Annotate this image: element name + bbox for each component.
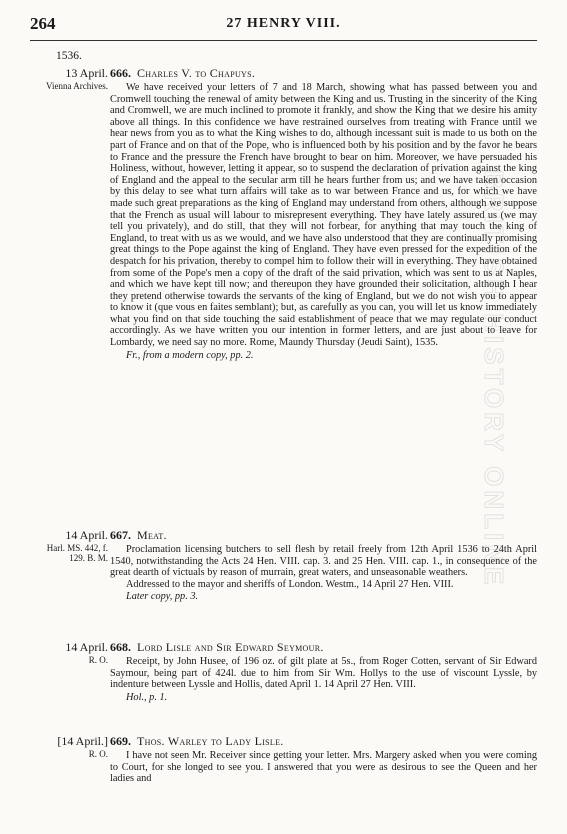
entry-number: 667. <box>110 528 131 542</box>
page-header <box>30 14 537 36</box>
entry-date: 14 April. <box>65 640 108 654</box>
entry-heading <box>110 66 537 80</box>
entry-paragraph: We have received your letters of 7 and 18 March, showing what has passed between you and Cromwell touching the renewal of amity between the King and us. Trusting in the sincerity of the King and Cromwell, we are much inclined to promote it frankly, and show the King that we desire his amity above all things. In this confidence we have restrained ourselves from treating with France until we hear news from you as to what the King wishes to do, although incessant suit is made to us both on the part of France and on that of the Pope, who is influenced both by his position and by the favor he bears to France and the pressure the French have brought to bear on him. Moreover, we have persuaded his Holiness, without, however, letting it appear, so to suspend the declaration of privation against the king of England and the appeal to the secular arm till he hears further from us; and we have taken occasion by this delay to see what turn affairs will take as to war between France and us, for which we have made such great preparations as the king of England may understand from others, although we suppose that the French as usual will labour to misrepresent everything. They have lately assured us (we may tell you privately), and do still, that they will not forbear, for anything that may touch the king of England, to treat with us as we would, and we have also understood that they are continually promising great things to the Pope against the king of England. They have even pressed for the expedition of the despatch for his privation, thereby to compel him to follow their will in everything. They have obtained from some of the Pope's men a copy of the draft of the said privation, which was sent to us at Naples, and which we have kept till now; and thereupon they have grounded their solicitation, although I hear they pretend otherwise towards the servants of the king of England, but we do not wish you to appear to know it (que vous en faites semblant); but, as carefully as you can, you will let us know immediately what you find on that side touching the said establishment of peace that we may regulate our conduct accordingly. As we have written you our intention in former letters, and are just about to leave for Lombardy, we need say no more. Rome, Maundy Thursday (Jeudi Saint), 1535. <box>110 82 537 349</box>
entry-date: 13 April. <box>65 66 108 80</box>
entry-source: R. O. <box>88 655 108 665</box>
entry-title: Thos. Warley to Lady Lisle. <box>137 734 284 748</box>
entry-number: 669. <box>110 734 131 748</box>
entry-note: Fr., from a modern copy, pp. 2. <box>126 349 254 361</box>
entry-note: Later copy, pp. 3. <box>126 591 199 603</box>
year-label: 1536. <box>56 50 82 62</box>
running-title: 27 HENRY VIII. <box>226 16 341 31</box>
entry-note: Hol., p. 1. <box>126 691 168 703</box>
watermark-text: BRITISH HISTORY ONLINE <box>479 170 509 589</box>
entry-paragraph: Proclamation licensing butchers to sell flesh by retail freely from 12th April 1536 to 24th April 1540, notwithstanding the Acts 24 Hen. VIII. cap. 3. and 25 Hen. VIII. cap. 1., in consequence of the great dearth of victuals by reason of murrain, great waters, and unseasonable weathers. <box>110 544 537 579</box>
entry-title: Lord Lisle and Sir Edward Seymour. <box>137 640 324 654</box>
entry-title: Charles V. to Chapuys. <box>137 66 256 80</box>
entry-source: Vienna Archives. <box>46 81 108 91</box>
entry-number: 666. <box>110 66 131 80</box>
entry-body <box>110 734 537 785</box>
entry-margin <box>30 734 108 759</box>
entry-margin <box>30 66 108 91</box>
entry-paragraph: I have not seen Mr. Receiver since getting your letter. Mrs. Margery asked when you were coming to Court, for she longed to see you. I answered that you were as desirous to see the Queen and her ladies and <box>110 750 537 785</box>
entry-body <box>110 528 537 603</box>
entry-source: Harl. MS. 442, f. 129. B. M. <box>46 543 108 563</box>
page-number: 264 <box>30 14 56 33</box>
entry-margin <box>30 640 108 665</box>
entry-source: R. O. <box>88 749 108 759</box>
entry-date: [14 April.] <box>57 734 108 748</box>
entry-body <box>110 66 537 362</box>
entry-title: Meat. <box>137 528 167 542</box>
entry-paragraph: Addressed to the mayor and sheriffs of London. Westm., 14 April 27 Hen. VIII. <box>126 578 454 590</box>
entry-number: 668. <box>110 640 131 654</box>
entry-paragraph: Receipt, by John Husee, of 196 oz. of gilt plate at 5s., from Roger Cotten, servant of Sir Edward Saymour, being part of 424l. due to him from Sir Wm. Hollys to the use of viscount Lyssle, by indenture between Lyssle and Hollis, dated April 1. 14 April 27 Hen. VIII. <box>110 656 537 691</box>
entry-heading <box>110 640 537 654</box>
entry-margin <box>30 528 108 563</box>
entry-heading <box>110 528 537 542</box>
entry-date: 14 April. <box>65 528 108 542</box>
header-rule <box>30 40 537 41</box>
entry-heading <box>110 734 537 748</box>
entry-body <box>110 640 537 704</box>
